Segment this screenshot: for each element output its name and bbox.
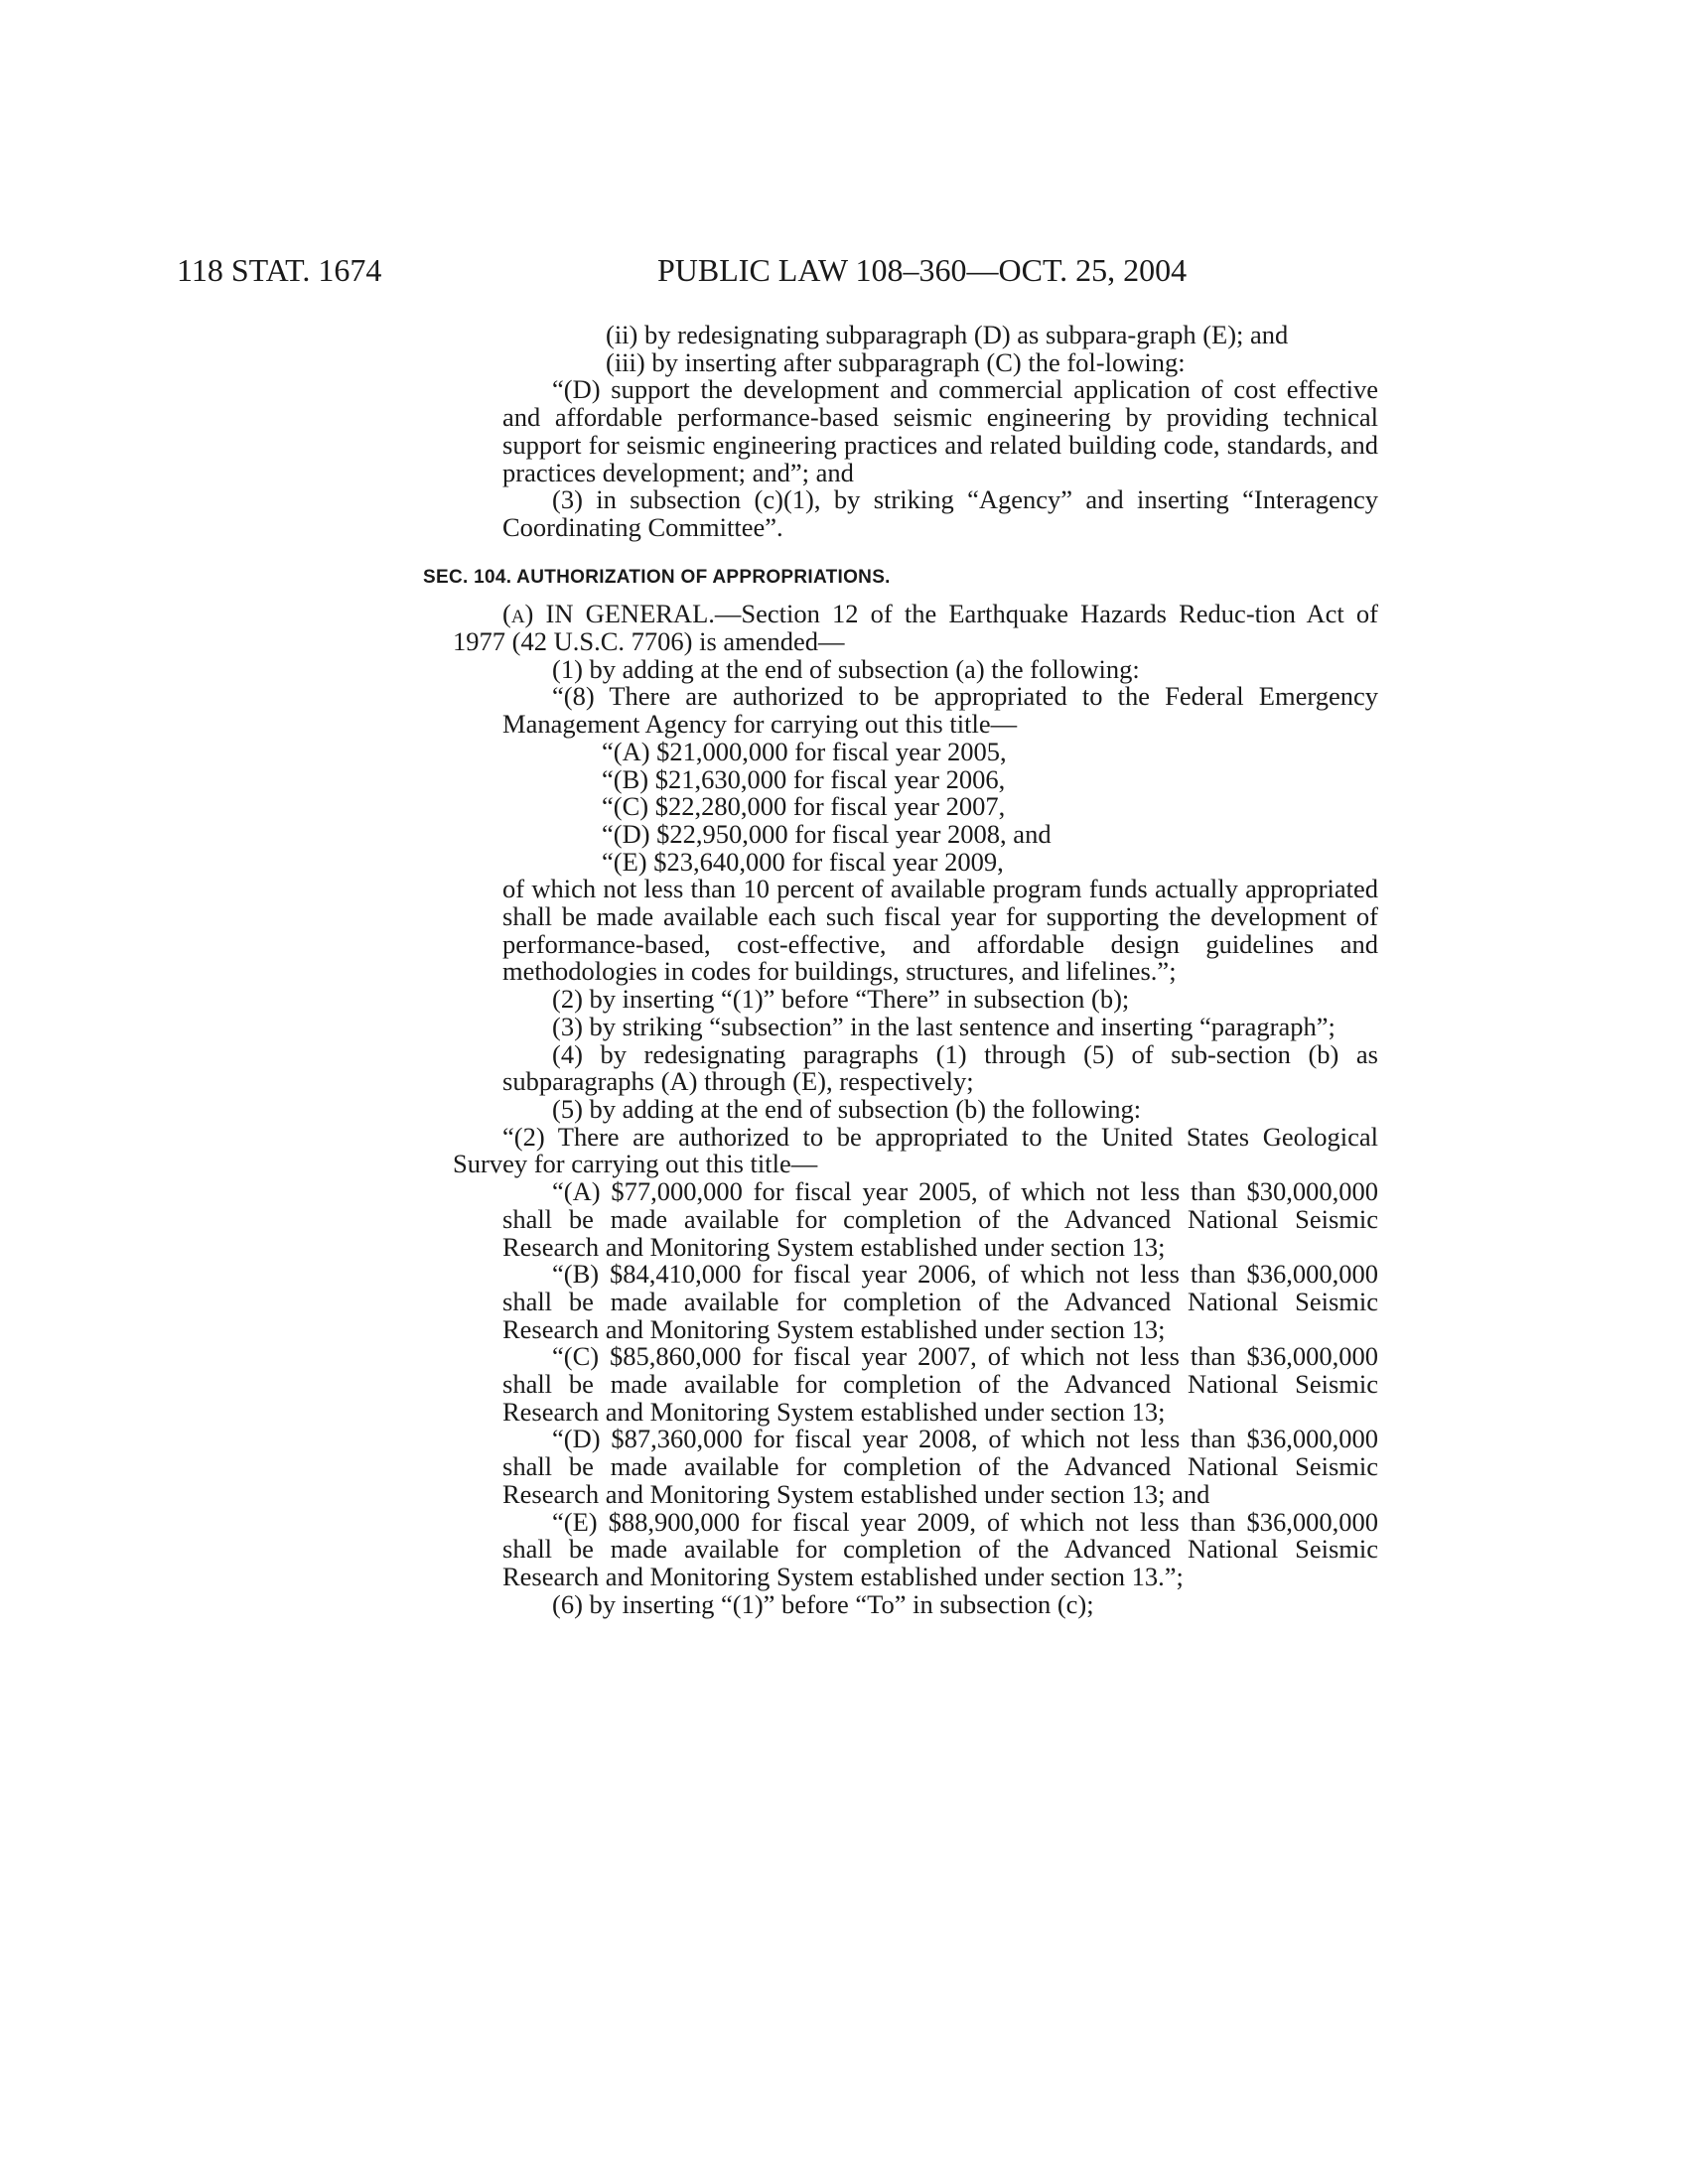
document-body xyxy=(423,320,1379,1619)
fema-amount-d: “(D) $22,950,000 for fiscal year 2008, and xyxy=(602,818,1052,849)
item-6: (6) by inserting “(1)” before “To” in subsection (c); xyxy=(552,1588,1094,1619)
item-8-fema: “(8) There are authorized to be appropriated to the Federal Emergency Management Agency for carrying out this title— xyxy=(502,681,1378,740)
stat-page-number: 118 STAT. 1674 xyxy=(177,252,382,288)
paragraph-ii: (ii) by redesignating subparagraph (D) as subpara-graph (E); and xyxy=(606,320,1289,349)
item-1: (1) by adding at the end of subsection (a) the following: xyxy=(552,653,1140,684)
paragraph-3: (3) in subsection (c)(1), by striking “Agency” and inserting “Interagency Coordinating Committee”. xyxy=(502,484,1378,542)
usgs-amount-a: “(A) $77,000,000 for fiscal year 2005, of which not less than $30,000,000 shall be made available for completion of the Advanced National Seismic Research and Monitoring System established under section 13; xyxy=(502,1176,1378,1262)
fema-amount-a: “(A) $21,000,000 for fiscal year 2005, xyxy=(602,736,1007,766)
usgs-amount-d: “(D) $87,360,000 for fiscal year 2008, of which not less than $36,000,000 shall be made available for completion of the Advanced National Seismic Research and Monitoring System established under section 13; and xyxy=(502,1424,1378,1509)
fema-amount-b: “(B) $21,630,000 for fiscal year 2006, xyxy=(602,763,1006,794)
section-heading: SEC. 104. AUTHORIZATION OF APPROPRIATIONS. xyxy=(423,566,891,588)
subsection-a-label: (a) IN GENERAL. xyxy=(502,599,715,629)
subsection-a-text: —Section 12 of the Earthquake Hazards Reduc-tion Act of 1977 (42 U.S.C. 7706) is amended— xyxy=(453,599,1379,657)
fema-tail: of which not less than 10 percent of available program funds actually appropriated shall be made available each such fiscal year for supporting the development of performance-based, cost-effective, and affordable design guidelines and methodologies in codes for buildings, structures, and lifelines.”; xyxy=(502,874,1378,987)
page-header xyxy=(0,248,1688,292)
usgs-amount-e: “(E) $88,900,000 for fiscal year 2009, of which not less than $36,000,000 shall be made available for completion of the Advanced National Seismic Research and Monitoring System established under section 13.”; xyxy=(502,1506,1378,1591)
item-5: (5) by adding at the end of subsection (b) the following: xyxy=(552,1093,1142,1124)
usgs-amount-b: “(B) $84,410,000 for fiscal year 2006, of which not less than $36,000,000 shall be made available for completion of the Advanced National Seismic Research and Monitoring System established under section 13; xyxy=(502,1259,1378,1344)
item-4: (4) by redesignating paragraphs (1) through (5) of sub-section (b) as subparagraphs (A) through (E), respectively; xyxy=(502,1038,1378,1097)
item-2: (2) by inserting “(1)” before “There” in subsection (b); xyxy=(552,984,1130,1015)
paragraph-iii: (iii) by inserting after subparagraph (C) the fol-lowing: xyxy=(606,346,1186,377)
subsection-a xyxy=(453,601,1378,655)
item-3: (3) by striking “subsection” in the last sentence and inserting “paragraph”; xyxy=(552,1011,1336,1041)
paragraph-quoted-d: “(D) support the development and commercial application of cost effective and affordable performance-based seismic engineering by providing technical support for seismic engineering practices and related building code, standards, and practices development; and”; and xyxy=(502,374,1378,487)
public-law-title: PUBLIC LAW 108–360—OCT. 25, 2004 xyxy=(657,252,1188,288)
fema-amount-c: “(C) $22,280,000 for fiscal year 2007, xyxy=(602,791,1006,822)
fema-amount-e: “(E) $23,640,000 for fiscal year 2009, xyxy=(602,846,1004,877)
usgs-amount-c: “(C) $85,860,000 for fiscal year 2007, of which not less than $36,000,000 shall be made available for completion of the Advanced National Seismic Research and Monitoring System established under section 13; xyxy=(502,1341,1378,1427)
usgs-intro: “(2) There are authorized to be appropriated to the United States Geological Survey for carrying out this title— xyxy=(453,1121,1378,1179)
